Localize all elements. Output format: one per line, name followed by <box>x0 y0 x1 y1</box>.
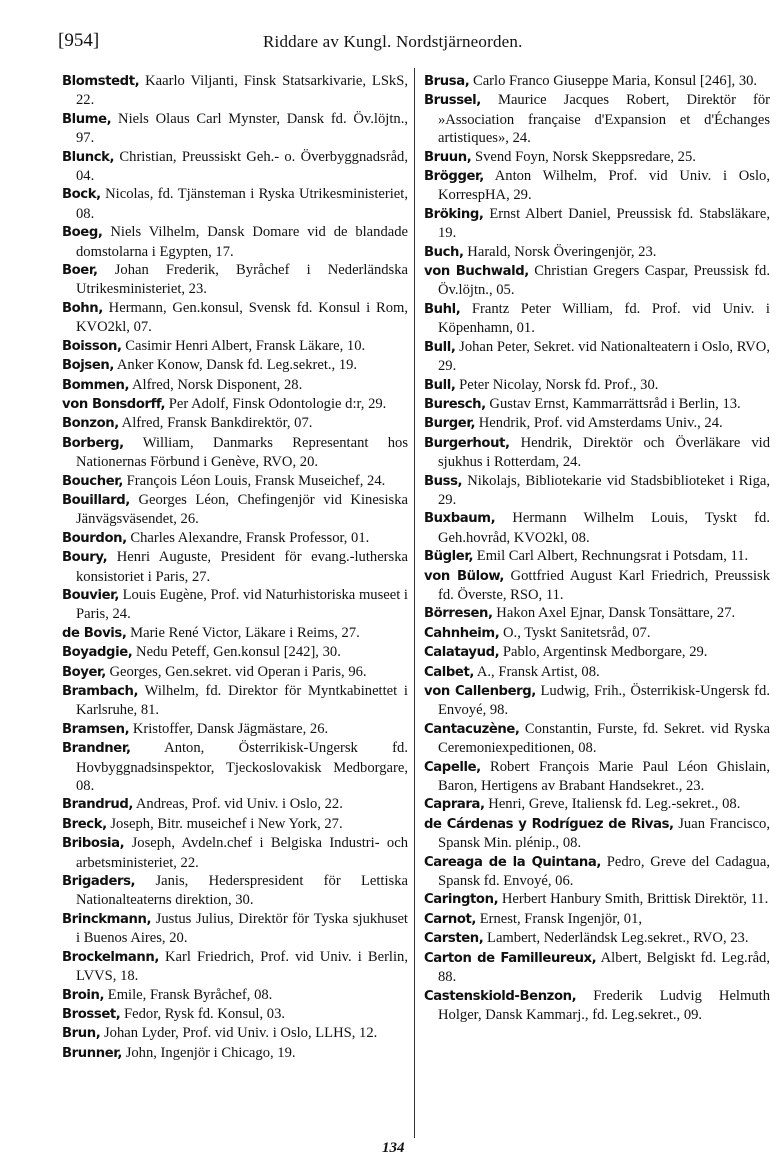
entry-details: Nicolas, fd. Tjänsteman i Ryska Utrikesministeriet, 08. <box>76 186 408 222</box>
entry-details: Pedro, Greve del Cadagua, Spansk fd. Envoyé, 06. <box>438 853 770 890</box>
entry-surname: Carsten, <box>424 931 484 947</box>
entry-surname: Buss, <box>424 473 463 489</box>
entry-details: Fedor, Rysk fd. Konsul, 03. <box>120 1005 286 1022</box>
page-folio: 134 <box>382 1140 405 1156</box>
register-entry <box>424 167 770 205</box>
entry-surname: Carington, <box>424 892 499 908</box>
register-entry <box>62 337 408 356</box>
register-entry <box>62 872 408 910</box>
register-entry <box>62 624 408 643</box>
entry-surname: Bull, <box>424 377 456 393</box>
register-entry <box>62 376 408 395</box>
register-entry <box>62 910 408 948</box>
entry-details: Johan Peter, Sekret. vid Nationalteatern i Oslo, RVO, 29. <box>438 338 770 375</box>
entry-details: Hermann Wilhelm Louis, Tyskt fd. Geh.hovråd, KVO2kl, 08. <box>438 510 770 546</box>
register-entry <box>424 434 770 472</box>
entry-details: Albert, Belgiskt fd. Leg.råd, 88. <box>438 949 770 986</box>
register-entry <box>424 663 770 682</box>
entry-surname: Boer, <box>62 263 98 279</box>
entry-details: Anton, Österrikisk-Ungersk fd. Hovbyggnadsinspektor, Tjeckoslovakisk Medborgare, 08. <box>76 740 408 795</box>
entry-surname: Boury, <box>62 550 108 566</box>
entry-surname: Boyer, <box>62 664 106 680</box>
register-entry <box>62 548 408 586</box>
register-entry <box>424 815 770 853</box>
register-entry <box>424 509 770 547</box>
entry-details: Kristoffer, Dansk Jägmästare, 26. <box>129 720 329 737</box>
entry-details: Charles Alexandre, Fransk Professor, 01. <box>126 529 370 546</box>
page-number-bracket: [954] <box>58 30 100 51</box>
entry-details: O., Tyskt Sanitetsråd, 07. <box>499 624 651 641</box>
entry-details: Nikolajs, Bibliotekarie vid Stadsbiblioteket i Riga, 29. <box>438 472 770 508</box>
entry-details: Pablo, Argentinsk Medborgare, 29. <box>499 644 708 661</box>
entry-details: Alfred, Norsk Disponent, 28. <box>129 376 303 393</box>
entry-surname: Bull, <box>424 339 456 355</box>
running-title: Riddare av Kungl. Nordstjärneorden. <box>263 32 523 51</box>
register-entry <box>424 205 770 243</box>
register-entry <box>62 1005 408 1024</box>
entry-surname: Buxbaum, <box>424 511 496 527</box>
entry-details: Maurice Jacques Robert, Direktör för »Association française d'Expansion et d'Échanges artistiques», 24. <box>438 92 770 147</box>
right-column <box>424 72 770 1132</box>
entry-surname: Castenskiold-Benzon, <box>424 988 577 1004</box>
register-entry <box>424 472 770 510</box>
register-entry <box>62 834 408 872</box>
entry-surname: Burger, <box>424 416 476 432</box>
register-entry <box>62 185 408 223</box>
entry-surname: Bribosia, <box>62 836 125 852</box>
register-entry <box>424 567 770 605</box>
register-entry <box>424 949 770 987</box>
entry-surname: Bock, <box>62 187 101 203</box>
entry-details: Ernst Albert Daniel, Preussisk fd. Stabsläkare, 19. <box>438 205 770 242</box>
entry-details: Louis Eugène, Prof. vid Naturhistoriska museet i Paris, 24. <box>76 586 408 623</box>
entry-details: John, Ingenjör i Chicago, 19. <box>122 1044 296 1061</box>
entry-details: Justus Julius, Direktör för Tyska sjukhuset i Buenos Aires, 20. <box>76 910 408 947</box>
entry-surname: Bruun, <box>424 149 472 165</box>
entry-surname: Blume, <box>62 111 112 127</box>
entry-details: Frederik Ludvig Helmuth Holger, Dansk Kammarj., fd. Leg.sekret., 09. <box>438 987 770 1023</box>
entry-details: Constantin, Furste, fd. Sekret. vid Ryska Ceremoniexpeditionen, 08. <box>438 720 770 757</box>
entry-details: Per Adolf, Finsk Odontologie d:r, 29. <box>165 395 387 412</box>
register-entry <box>424 547 770 566</box>
column-divider <box>414 68 415 1138</box>
register-entry <box>424 300 770 338</box>
entry-surname: Cahnheim, <box>424 625 500 641</box>
entry-surname: Buhl, <box>424 301 461 317</box>
left-column <box>62 72 408 1132</box>
entry-surname: de Cárdenas y Rodríguez de Rivas, <box>424 816 674 832</box>
entry-details: Marie René Victor, Läkare i Reims, 27. <box>126 624 360 641</box>
entry-surname: Bourdon, <box>62 530 127 546</box>
register-entry <box>424 338 770 376</box>
entry-details: Casimir Henri Albert, Fransk Läkare, 10. <box>121 337 366 354</box>
register-entry <box>62 1024 408 1043</box>
entry-surname: Bohn, <box>62 300 103 316</box>
register-entry <box>424 148 770 167</box>
register-entry <box>62 299 408 337</box>
entry-details: Robert François Marie Paul Léon Ghislain, Baron, Hertigens av Brabant Handsekret., 23. <box>438 758 770 795</box>
entry-surname: Brockelmann, <box>62 949 159 965</box>
entry-details: Gottfried August Karl Friedrich, Preussisk fd. Överste, RSO, 11. <box>438 567 770 603</box>
register-entry <box>62 948 408 986</box>
register-entry <box>424 243 770 262</box>
entry-surname: Bramsen, <box>62 721 130 737</box>
entry-details: François Léon Louis, Fransk Museichef, 24. <box>123 472 386 489</box>
register-entry <box>62 110 408 148</box>
register-entry <box>62 720 408 739</box>
register-entry <box>62 491 408 529</box>
entry-surname: Bügler, <box>424 549 474 565</box>
register-entry <box>62 72 408 110</box>
entry-details: Hermann, Gen.konsul, Svensk fd. Konsul i Rom, KVO2kl, 07. <box>76 299 408 336</box>
entry-details: Gustav Ernst, Kammarrättsråd i Berlin, 13. <box>485 395 741 412</box>
entry-surname: Brinckmann, <box>62 911 152 927</box>
entry-details: Joseph, Bitr. museichef i New York, 27. <box>106 815 343 832</box>
register-entry <box>62 356 408 375</box>
entry-details: Frantz Peter William, fd. Prof. vid Univ. i Köpenhamn, 01. <box>438 300 770 337</box>
entry-surname: Calatayud, <box>424 645 500 661</box>
entry-surname: Brandner, <box>62 741 131 757</box>
entry-details: Lambert, Nederländsk Leg.sekret., RVO, 23. <box>483 930 749 947</box>
register-entry <box>62 434 408 472</box>
register-entry <box>424 910 770 929</box>
register-entry <box>62 261 408 299</box>
register-entry <box>424 682 770 720</box>
register-entry <box>62 586 408 624</box>
page-header <box>58 30 758 60</box>
entry-details: Nedu Peteff, Gen.konsul [242], 30. <box>132 644 341 661</box>
entry-details: Hakon Axel Ejnar, Dansk Tonsättare, 27. <box>492 605 736 622</box>
entry-surname: Brandrud, <box>62 797 134 813</box>
entry-details: William, Danmarks Representant hos Nationernas Förbund i Genève, RVO, 20. <box>76 434 408 471</box>
entry-surname: Brusa, <box>424 74 470 89</box>
entry-surname: von Bülow, <box>424 568 504 584</box>
entry-details: Juan Francisco, Spansk Min. plénip., 08. <box>438 815 770 852</box>
entry-details: Christian Gregers Caspar, Preussisk fd. Öv.löjtn., 05. <box>438 263 770 299</box>
entry-details: Anker Konow, Dansk fd. Leg.sekret., 19. <box>114 357 358 374</box>
entry-surname: Börresen, <box>424 606 493 622</box>
entry-surname: Breck, <box>62 816 107 832</box>
entry-surname: Brosset, <box>62 1006 121 1022</box>
entry-details: Janis, Hederspresident för Lettiska Nationalteaterns direktion, 30. <box>76 873 408 909</box>
entry-surname: Bouillard, <box>62 492 130 508</box>
entry-details: Ludwig, Frih., Österrikisk-Ungersk fd. Envoyé, 98. <box>438 683 770 719</box>
entry-surname: Careaga de la Quintana, <box>424 854 602 870</box>
register-entry <box>424 624 770 643</box>
entry-surname: Broin, <box>62 987 105 1003</box>
entry-details: Christian, Preussiskt Geh.- o. Överbyggnadsråd, 04. <box>76 148 408 185</box>
entry-surname: Calbet, <box>424 664 474 680</box>
register-entry <box>62 815 408 834</box>
entry-details: Henri, Greve, Italiensk fd. Leg.-sekret., 08. <box>484 796 741 813</box>
entry-details: Svend Foyn, Norsk Skeppsredare, 25. <box>471 148 696 165</box>
entry-surname: Boyadgie, <box>62 645 133 661</box>
register-entry <box>424 643 770 662</box>
entry-details: Karl Friedrich, Prof. vid Univ. i Berlin, LVVS, 18. <box>76 948 408 985</box>
entry-surname: Brambach, <box>62 684 139 699</box>
entry-details: Johan Lyder, Prof. vid Univ. i Oslo, LLHS, 12. <box>100 1025 378 1042</box>
entry-surname: Brigaders, <box>62 874 136 890</box>
register-entry <box>424 414 770 433</box>
entry-details: Georges, Gen.sekret. vid Operan i Paris, 96. <box>105 663 367 680</box>
register-entry <box>62 148 408 186</box>
register-entry <box>62 472 408 491</box>
register-entry <box>424 987 770 1025</box>
entry-surname: Cantacuzène, <box>424 721 520 737</box>
register-entry <box>62 986 408 1005</box>
register-entry <box>62 414 408 433</box>
register-entry <box>424 890 770 909</box>
entry-surname: Blomstedt, <box>62 74 140 89</box>
entry-surname: Buresch, <box>424 396 486 412</box>
register-entry <box>424 376 770 395</box>
register-entry <box>424 929 770 948</box>
entry-details: Niels Olaus Carl Mynster, Dansk fd. Öv.löjtn., 97. <box>76 110 408 147</box>
entry-details: Andreas, Prof. vid Univ. i Oslo, 22. <box>133 796 343 813</box>
entry-details: Niels Vilhelm, Dansk Domare vid de blandade domstolarna i Egypten, 17. <box>76 224 408 260</box>
entry-surname: Caprara, <box>424 797 485 813</box>
entry-details: Anton Wilhelm, Prof. vid Univ. i Oslo, KorrespHA, 29. <box>438 168 770 204</box>
entry-details: Emil Carl Albert, Rechnungsrat i Potsdam, 11. <box>473 548 749 565</box>
entry-surname: Blunck, <box>62 149 115 165</box>
entry-details: Harald, Norsk Överingenjör, 23. <box>463 243 657 260</box>
register-entry <box>424 395 770 414</box>
entry-surname: von Bonsdorff, <box>62 396 166 412</box>
entry-details: Georges Léon, Chefingenjör vid Kinesiska Jänvägsväsendet, 26. <box>76 491 408 528</box>
entry-details: Joseph, Avdeln.chef i Belgiska Industri- och arbetsministeriet, 22. <box>76 835 408 871</box>
entry-surname: Boucher, <box>62 473 124 489</box>
register-entry <box>62 643 408 662</box>
entry-details: Carlo Franco Giuseppe Maria, Konsul [246], 30. <box>469 73 758 89</box>
register-entry <box>424 853 770 891</box>
register-entry <box>62 795 408 814</box>
register-entry <box>424 262 770 300</box>
entry-surname: Bröking, <box>424 206 484 222</box>
entry-surname: von Callenberg, <box>424 684 536 699</box>
entry-details: Johan Frederik, Byråchef i Nederländska Utrikesministeriet, 23. <box>76 262 408 298</box>
register-entry <box>62 529 408 548</box>
register-entry <box>62 1044 408 1063</box>
register-entry <box>62 223 408 261</box>
entry-surname: Boeg, <box>62 225 103 241</box>
register-entry <box>424 795 770 814</box>
entry-surname: Brunner, <box>62 1045 123 1061</box>
entry-details: Herbert Hanbury Smith, Brittisk Direktör, 11. <box>498 891 769 908</box>
entry-surname: Capelle, <box>424 759 481 775</box>
entry-details: Hendrik, Direktör och Överläkare vid sjukhus i Rotterdam, 24. <box>438 434 770 471</box>
register-entry <box>424 91 770 147</box>
entry-details: Wilhelm, fd. Direktor för Myntkabinettet i Karlsruhe, 81. <box>76 683 408 719</box>
entry-surname: Brussel, <box>424 93 481 109</box>
entry-details: Ernest, Fransk Ingenjör, 01, <box>476 910 643 927</box>
entry-surname: Bonzon, <box>62 416 119 432</box>
entry-surname: Borberg, <box>62 435 124 451</box>
register-entry <box>62 739 408 795</box>
register-entry <box>62 682 408 720</box>
register-entry <box>62 395 408 414</box>
entry-surname: de Bovis, <box>62 625 127 641</box>
entry-surname: Bojsen, <box>62 358 115 374</box>
entry-details: A., Fransk Artist, 08. <box>474 663 600 680</box>
entry-surname: Brun, <box>62 1026 101 1042</box>
entry-surname: Boisson, <box>62 338 122 354</box>
entry-surname: Bouvier, <box>62 587 119 603</box>
entry-surname: Burgerhout, <box>424 435 510 451</box>
entry-surname: von Buchwald, <box>424 264 529 280</box>
entry-surname: Carton de Familleureux, <box>424 950 597 966</box>
entry-surname: Carnot, <box>424 911 477 927</box>
entry-details: Henri Auguste, President för evang.-lutherska konsistoriet i Paris, 27. <box>76 549 408 585</box>
register-entry <box>424 720 770 758</box>
entry-surname: Bommen, <box>62 377 130 393</box>
entry-details: Peter Nicolay, Norsk fd. Prof., 30. <box>455 376 659 393</box>
entry-surname: Buch, <box>424 244 464 260</box>
entry-details: Emile, Fransk Byråchef, 08. <box>104 986 273 1003</box>
entry-details: Alfred, Fransk Bankdirektör, 07. <box>118 415 313 432</box>
register-entry <box>62 663 408 682</box>
register-entry <box>424 72 770 91</box>
entry-surname: Brögger, <box>424 169 484 185</box>
register-entry <box>424 758 770 796</box>
entry-details: Hendrik, Prof. vid Amsterdams Univ., 24. <box>475 415 723 432</box>
register-entry <box>424 604 770 623</box>
entry-details: Kaarlo Viljanti, Finsk Statsarkivarie, LSkS, 22. <box>76 73 408 109</box>
